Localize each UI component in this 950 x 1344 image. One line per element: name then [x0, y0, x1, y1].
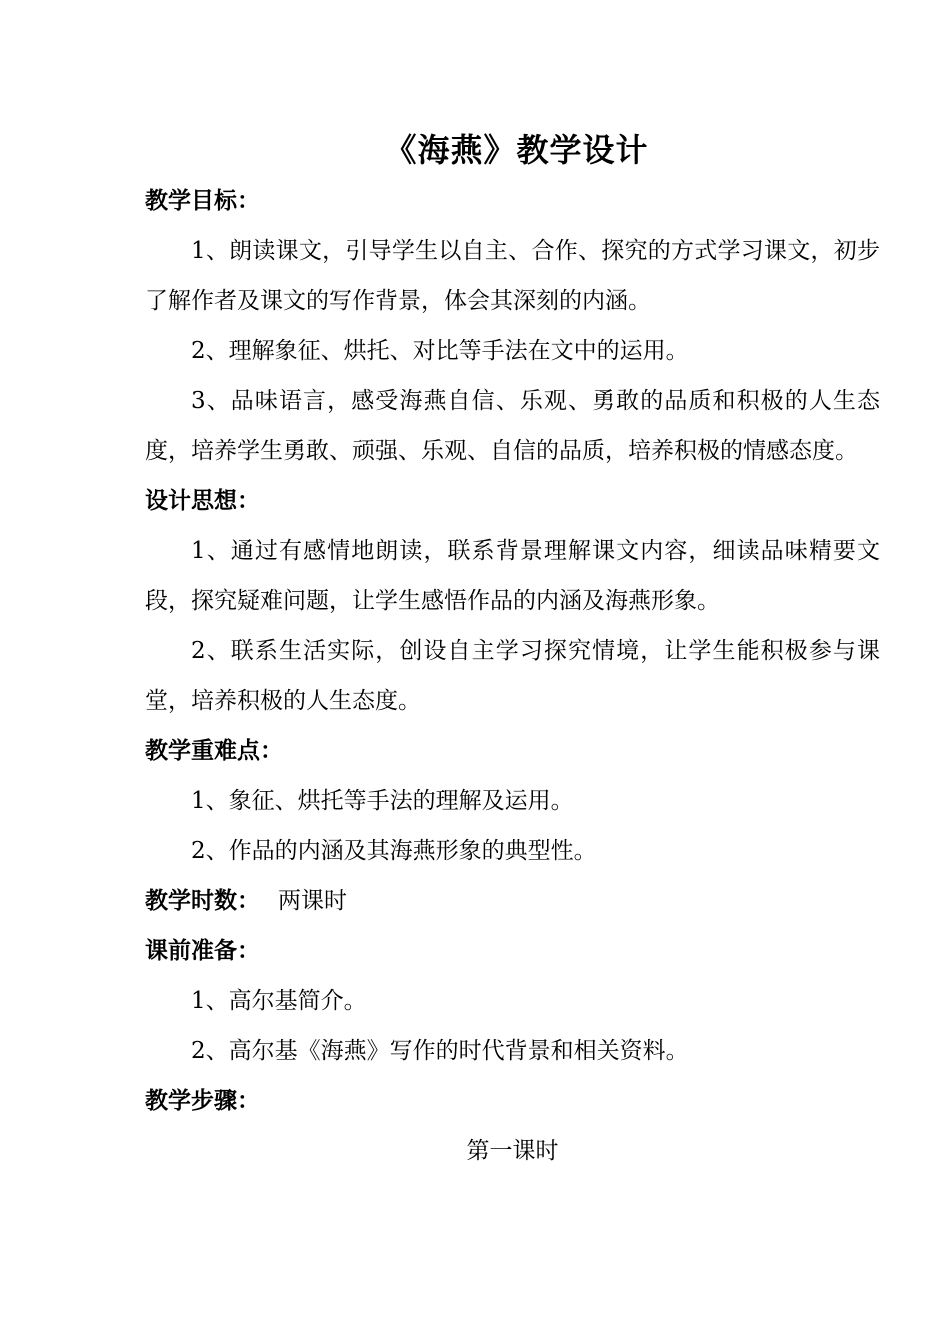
document-content: [145, 124, 880, 1176]
hours-value: 两课时: [278, 888, 347, 914]
hours-heading: 教学时数：: [145, 888, 260, 914]
design-thought-item-2: 2、联系生活实际，创设自主学习探究情境，让学生能积极参与课堂，培养积极的人生态度。: [145, 638, 880, 714]
key-points-heading: 教学重难点：: [145, 738, 283, 764]
objective-item-1: 1、朗读课文，引导学生以自主、合作、探究的方式学习课文，初步了解作者及课文的写作背景，体会其深刻的内涵。: [145, 238, 880, 314]
preparation-heading: 课前准备：: [145, 938, 260, 964]
objective-item-3: 3、品味语言，感受海燕自信、乐观、勇敢的品质和积极的人生态度，培养学生勇敢、顽强、乐观、自信的品质，培养积极的情感态度。: [145, 388, 880, 464]
key-point-item-2: 2、作品的内涵及其海燕形象的典型性。: [191, 838, 597, 864]
key-point-item-1: 1、象征、烘托等手法的理解及运用。: [191, 788, 574, 814]
document-title: 《海燕》教学设计: [384, 131, 649, 169]
hours-line: [145, 876, 880, 926]
objective-item-2: 2、理解象征、烘托、对比等手法在文中的运用。: [191, 338, 689, 364]
objectives-heading: 教学目标：: [145, 188, 260, 214]
design-thoughts-heading: 设计思想：: [145, 488, 260, 514]
preparation-item-1: 1、高尔基简介。: [191, 988, 367, 1014]
design-thought-item-1: 1、通过有感情地朗读，联系背景理解课文内容，细读品味精要文段，探究疑难问题，让学生感悟作品的内涵及海燕形象。: [145, 538, 880, 614]
first-period-label: 第一课时: [466, 1138, 559, 1164]
preparation-item-2: 2、高尔基《海燕》写作的时代背景和相关资料。: [191, 1038, 689, 1064]
steps-heading: 教学步骤：: [145, 1088, 260, 1114]
